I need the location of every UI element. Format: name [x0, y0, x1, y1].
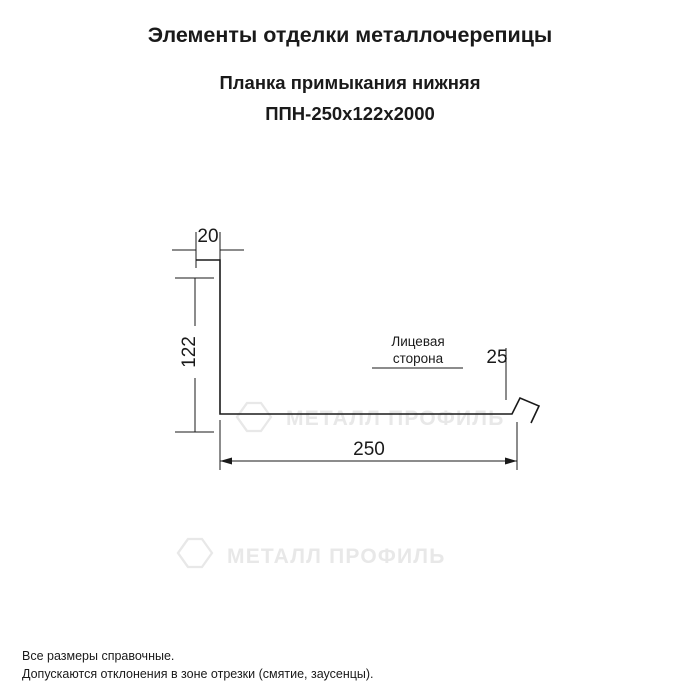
arrowhead-right — [505, 458, 517, 465]
watermark-text-top: МЕТАЛЛ ПРОФИЛЬ — [286, 407, 505, 430]
dimension-height — [175, 278, 214, 432]
footer-note-2: Допускаются отклонения в зоне отрезки (смятие, заусенцы). — [22, 667, 374, 682]
footer-notes — [22, 647, 374, 685]
product-code: ППН-250х122х2000 — [265, 102, 435, 124]
dimension-label-height: 122 — [179, 336, 200, 368]
dimension-edge-fold — [486, 347, 507, 400]
annotation-face-side-line1: Лицевая — [391, 334, 445, 349]
annotation-face-side — [372, 334, 463, 368]
footer-note-1: Все размеры справочные. — [22, 648, 175, 663]
page-title: Элементы отделки металлочерепицы — [147, 23, 553, 47]
watermark-top — [237, 403, 505, 431]
dimension-label-top-width: 20 — [197, 226, 219, 247]
arrowhead-left — [220, 458, 232, 465]
dimension-top-width — [172, 226, 244, 268]
watermark-group — [178, 403, 505, 568]
watermark-text-bottom: МЕТАЛЛ ПРОФИЛЬ — [227, 545, 446, 568]
technical-drawing — [0, 150, 700, 568]
product-name: Планка примыкания нижняя — [219, 71, 481, 93]
dimension-label-edge-fold: 25 — [486, 347, 508, 368]
profile-outline — [196, 260, 539, 423]
drawing-svg — [0, 150, 700, 568]
dimension-label-base-width: 250 — [353, 439, 385, 460]
annotation-face-side-line2: сторона — [392, 351, 444, 366]
title-block — [0, 22, 700, 127]
watermark-bottom — [178, 539, 446, 568]
